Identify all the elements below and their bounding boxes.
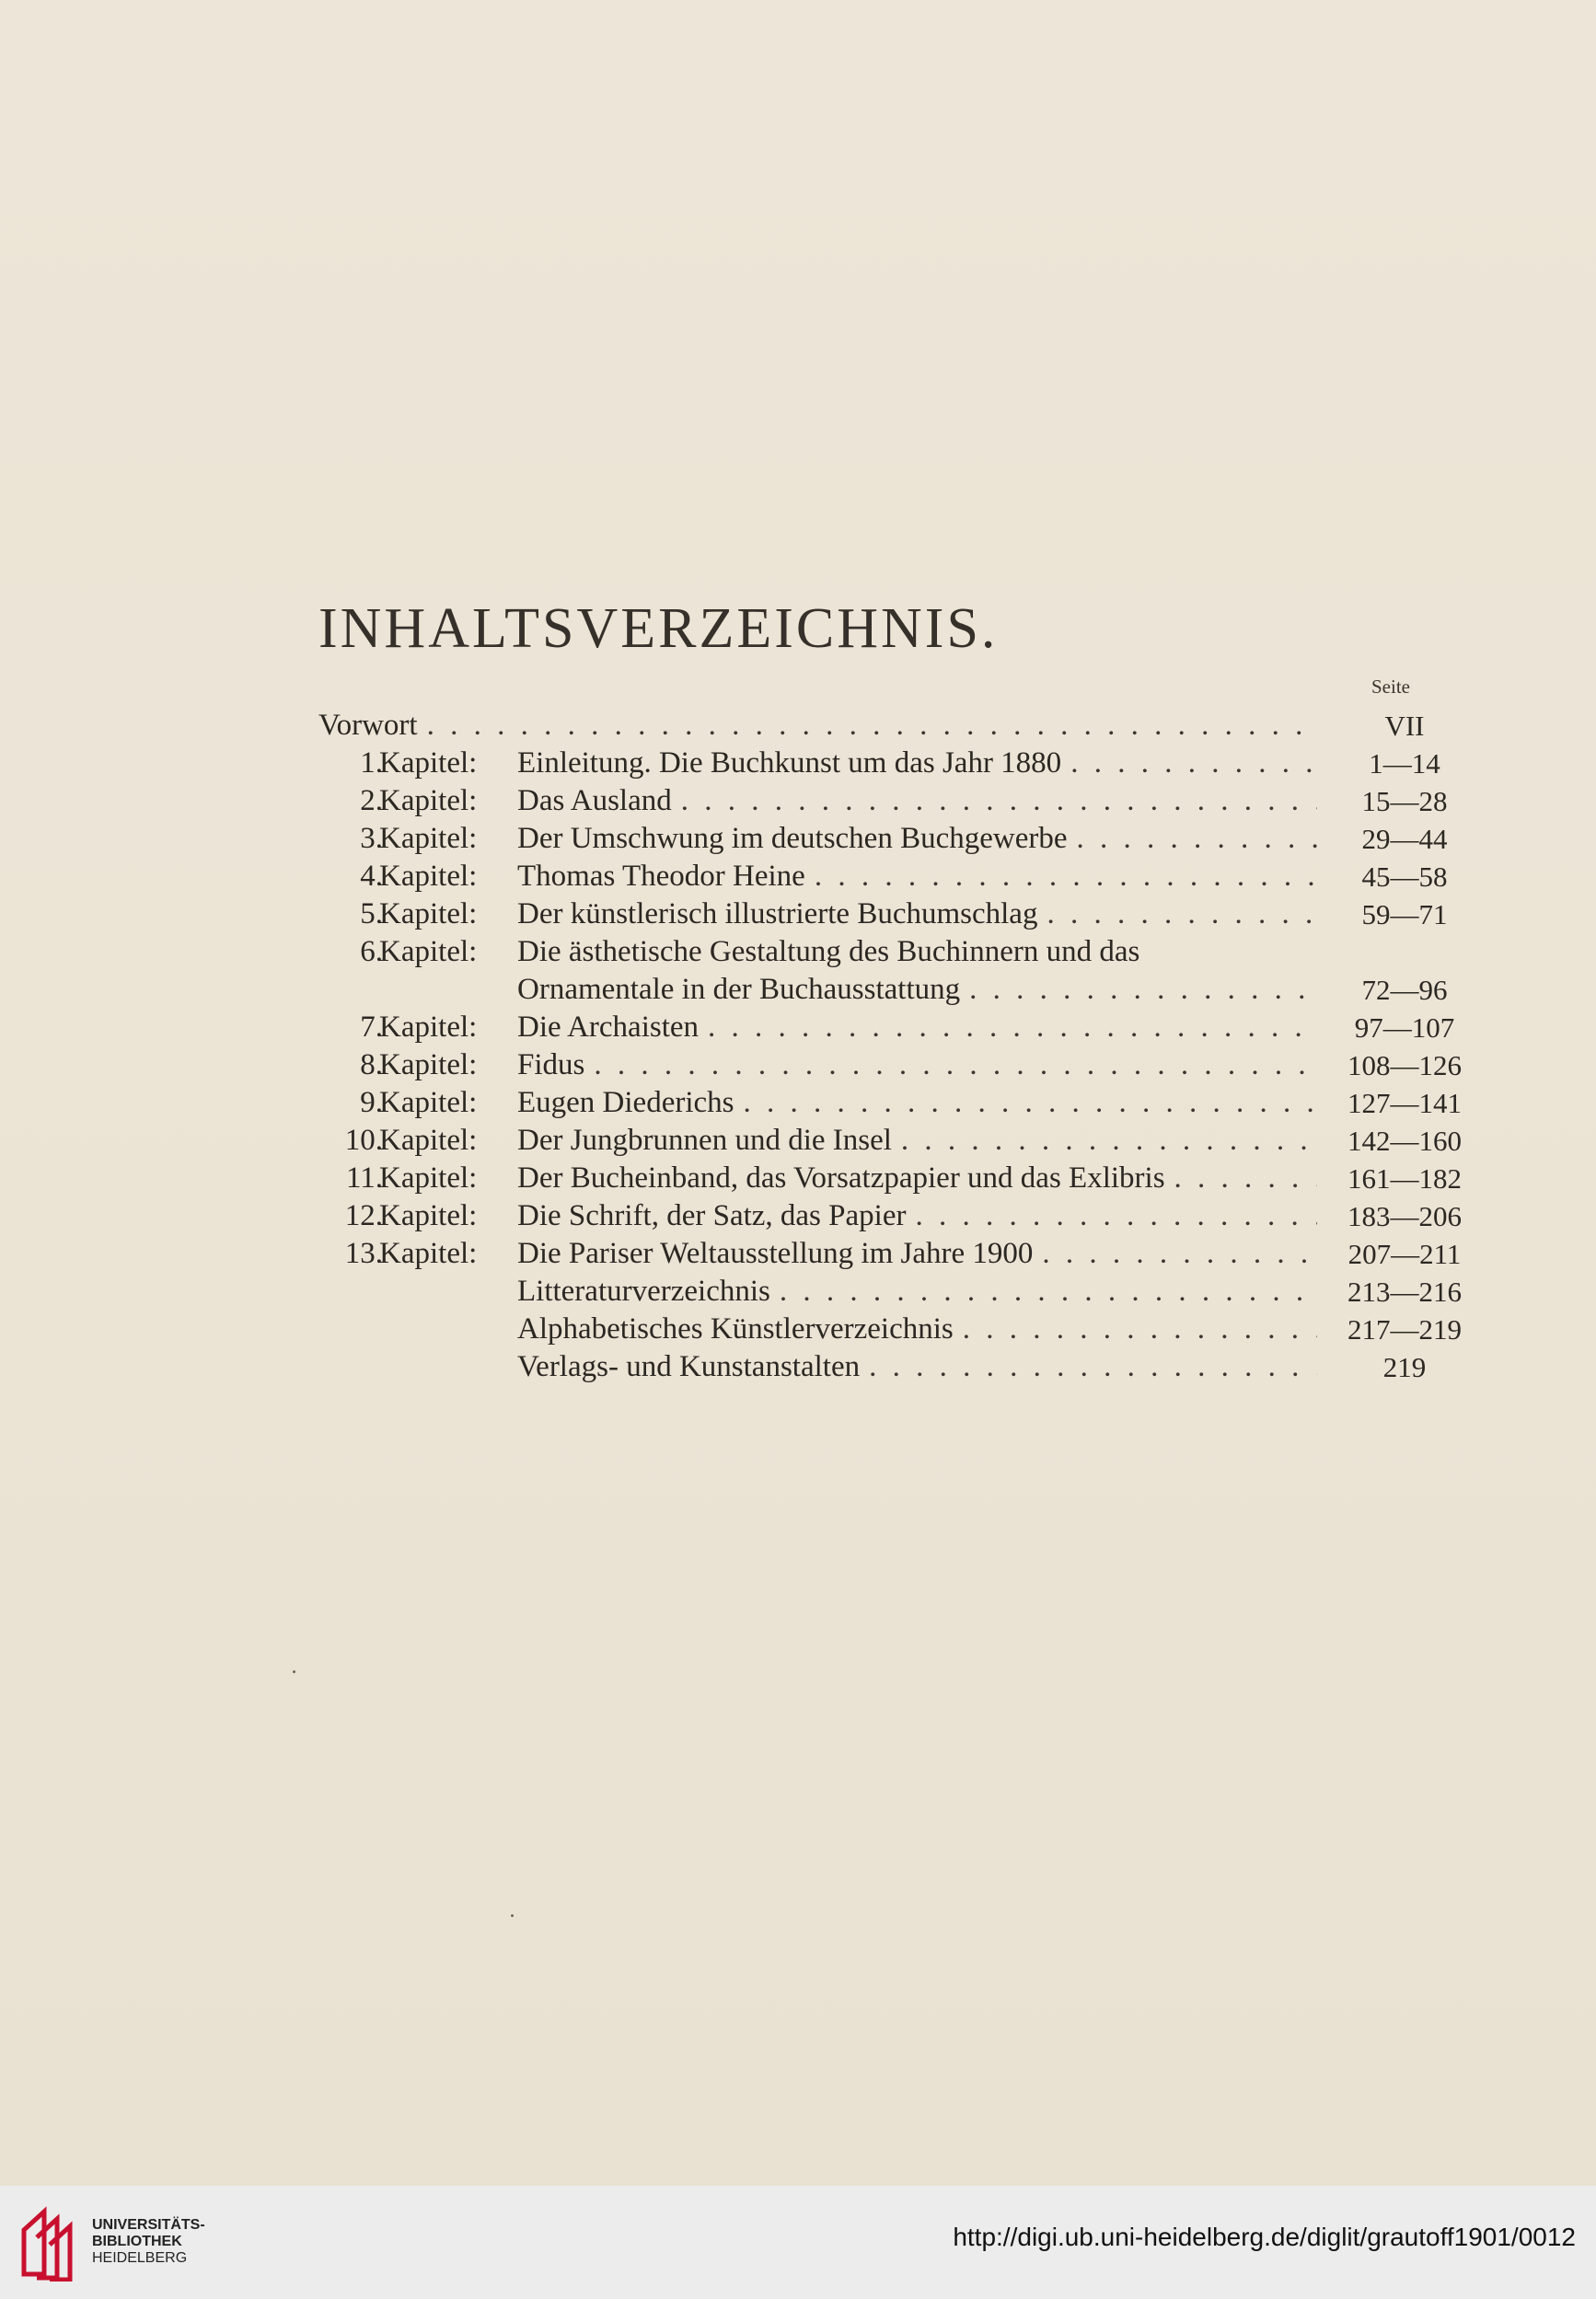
toc-page-number: 97—107 [1354,1011,1455,1044]
leader-dots [969,971,1317,1009]
leader-dots [1047,895,1317,933]
leader-dots [780,1273,1317,1311]
chapter-number: 3. [360,822,383,855]
toc-entry [517,745,1317,782]
leader-dots [963,1311,1317,1348]
toc-entry-title: Ornamentale in der Buchausstattung [517,973,961,1006]
chapter-number: 6. [360,935,383,968]
toc-page-number: 15—28 [1361,785,1448,817]
paper-speck [511,1914,514,1917]
library-logo-text [92,2217,205,2267]
toc-entry [517,782,1317,820]
logo-line: BIBLIOTHEK [92,2234,182,2249]
toc-page-number: 59—71 [1361,898,1448,930]
toc-row [318,1273,1478,1311]
toc-page-number: 127—141 [1347,1087,1462,1119]
chapter-number: 10. [344,1124,383,1157]
chapter-number: 1. [360,746,383,780]
toc-entry-title: Der Jungbrunnen und die Insel [517,1124,892,1157]
toc-entry-title: Die ästhetische Gestaltung des Buchinnern und das [517,935,1140,968]
page-title: INHALTSVERZEICHNIS. [318,597,999,660]
toc-page-number: 161—182 [1347,1162,1462,1195]
chapter-number: 11. [345,1161,383,1195]
toc-row [318,1197,1478,1235]
toc-entry [517,1235,1317,1273]
toc-row [318,933,1478,971]
toc-row [318,1348,1478,1386]
toc-row [318,1009,1478,1046]
logo-line: UNIVERSITÄTS- [92,2217,205,2233]
toc-page-number: 29—44 [1361,823,1448,855]
toc-entry-title: Der Bucheinband, das Vorsatzpapier und das Exlibris [517,1161,1165,1195]
chapter-number: 2. [360,784,383,817]
toc-page-number: 217—219 [1347,1313,1462,1346]
toc-page-number: 142—160 [1347,1125,1462,1157]
toc-page-number: 207—211 [1347,1238,1462,1270]
toc-entry-title: Vorwort [318,709,418,742]
toc-row [318,1235,1478,1273]
toc-entry-title: Der künstlerisch illustrierte Buchumschlag [517,897,1038,930]
toc-entry [517,1122,1317,1160]
toc-row [318,707,1478,745]
toc-entry-title: Thomas Theodor Heine [517,860,805,893]
toc-entry-title: Der Umschwung im deutschen Buchgewerbe [517,822,1068,855]
chapter-number: 12. [344,1199,383,1232]
chapter-label: Kapitel: [379,1199,478,1232]
page-column-header: Seite [1371,676,1410,698]
logo-line: HEIDELBERG [92,2250,188,2266]
toc-entry-title: Litteraturverzeichnis [517,1275,770,1308]
leader-dots [901,1122,1317,1160]
toc-entry-title: Verlags- und Kunstanstalten [517,1350,861,1383]
toc-page-number: 219 [1382,1351,1427,1383]
chapter-label: Kapitel: [379,935,478,968]
toc-row [318,858,1478,895]
toc-entry [517,971,1317,1009]
leader-dots [1042,1235,1317,1273]
leader-dots [915,1197,1317,1235]
toc-entry [517,1348,1317,1386]
toc-row [318,782,1478,820]
toc-row [318,745,1478,782]
chapter-number: 13. [344,1237,383,1270]
chapter-label: Kapitel: [379,784,478,817]
toc-page-number: 213—216 [1347,1276,1462,1308]
chapter-label: Kapitel: [379,1086,478,1119]
chapter-label: Kapitel: [379,860,478,893]
toc-page-number: VII [1384,710,1425,742]
paper-speck [293,1670,295,1673]
leader-dots [1077,820,1318,858]
toc-row [318,895,1478,933]
footer-bar [0,2186,1596,2299]
toc-entry-title: Alphabetisches Künstlerverzeichnis [517,1312,954,1346]
toc-page-number: 108—126 [1347,1049,1462,1081]
chapter-number: 9. [360,1086,383,1119]
chapter-number: 4. [360,860,383,893]
library-logo-icon[interactable] [17,2202,83,2282]
chapter-label: Kapitel: [379,1237,478,1270]
leader-dots [869,1348,1317,1386]
leader-dots [594,1046,1317,1084]
chapter-number: 7. [360,1011,383,1044]
toc-entry [517,933,1377,971]
toc-entry [517,1160,1317,1197]
leader-dots [681,782,1317,820]
toc-row [318,971,1478,1009]
toc-entry [517,1009,1317,1046]
leader-dots [1070,745,1317,782]
toc-page-number: 72—96 [1361,974,1448,1006]
toc-row [318,820,1478,858]
chapter-number: 5. [360,897,383,930]
toc-entry [517,1046,1317,1084]
chapter-label: Kapitel: [379,897,478,930]
toc-entry [517,820,1317,858]
toc-entry [517,1197,1317,1235]
toc-entry-title: Das Ausland [517,784,672,817]
toc-entry [517,895,1317,933]
chapter-label: Kapitel: [379,1161,478,1195]
toc-entry [517,1084,1317,1122]
toc-entry-title: Die Schrift, der Satz, das Papier [517,1199,907,1232]
chapter-label: Kapitel: [379,1011,478,1044]
toc-page-number: 183—206 [1347,1200,1462,1232]
toc-entry [517,1273,1317,1311]
toc-entry [517,1311,1317,1348]
leader-dots [1174,1160,1317,1197]
chapter-number: 8. [360,1048,383,1081]
toc-row [318,1311,1478,1348]
toc-entry [318,707,1317,745]
toc-page-number: 45—58 [1361,861,1448,893]
toc-entry [517,858,1317,895]
toc-row [318,1122,1478,1160]
chapter-label: Kapitel: [379,822,478,855]
toc-entry-title: Eugen Diederichs [517,1086,734,1119]
permalink-url[interactable]: http://digi.ub.uni-heidelberg.de/diglit/grautoff1901/0012 [953,2223,1576,2251]
toc-row [318,1046,1478,1084]
toc-row [318,1160,1478,1197]
toc-entry-title: Die Pariser Weltausstellung im Jahre 1900 [517,1237,1034,1270]
leader-dots [427,707,1317,745]
chapter-label: Kapitel: [379,746,478,780]
leader-dots [708,1009,1317,1046]
toc-row [318,1084,1478,1122]
chapter-label: Kapitel: [379,1124,478,1157]
toc-entry-title: Die Archaisten [517,1011,700,1044]
toc-entry-title: Fidus [517,1048,585,1081]
leader-dots [815,858,1317,895]
chapter-label: Kapitel: [379,1048,478,1081]
toc-entry-title: Einleitung. Die Buchkunst um das Jahr 1880 [517,746,1062,780]
toc-page-number: 1—14 [1369,747,1440,780]
leader-dots [744,1084,1318,1122]
